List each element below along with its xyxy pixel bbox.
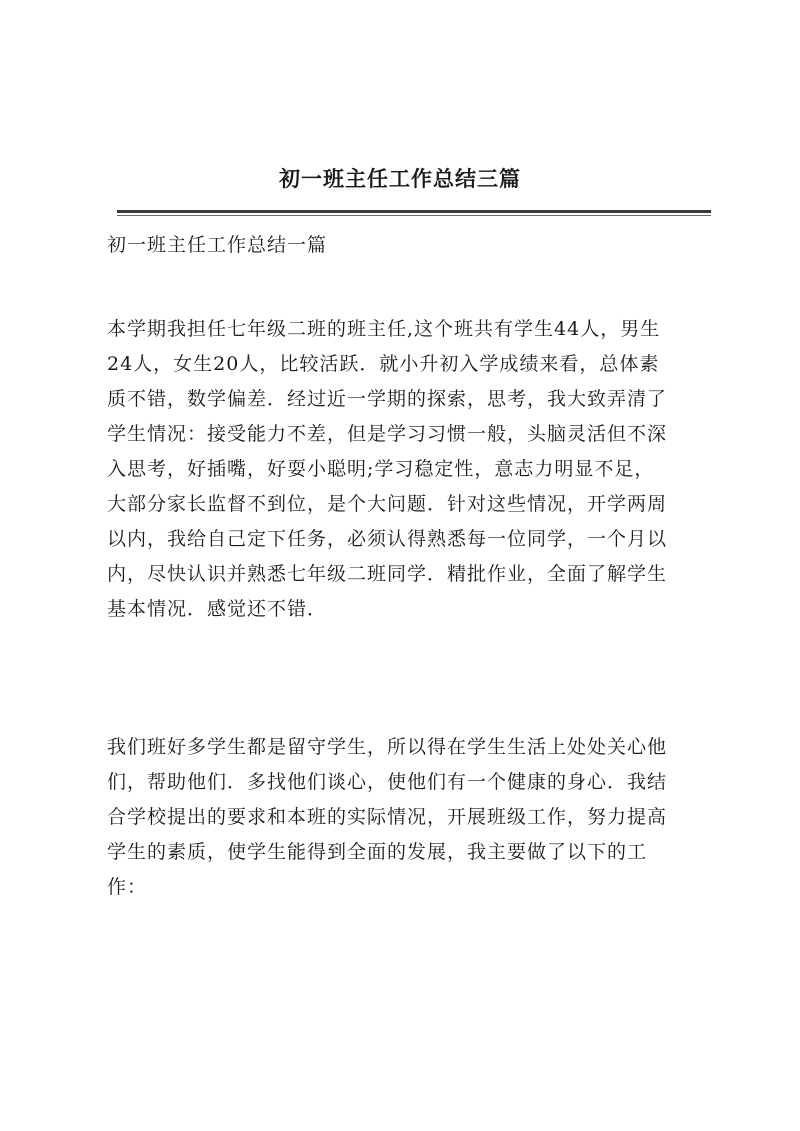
paragraph-line: 本学期我担任七年级二班的班主任,这个班共有学生44人，男生 [107,318,661,340]
paragraph-line: 我们班好多学生都是留守学生，所以得在学生生活上处处关心他 [107,736,668,758]
paragraph-line: 合学校提出的要求和本班的实际情况，开展班级工作，努力提高 [107,806,668,828]
paragraph-line: 内，尽快认识并熟悉七年级二班同学．精批作业，全面了解学生 [107,563,668,585]
section-heading: 初一班主任工作总结一篇 [107,234,328,256]
paragraph-line: 入思考，好插嘴，好耍小聪明;学习稳定性，意志力明显不足， [107,458,655,480]
paragraph-2 [107,730,727,905]
paragraph-line: 以内，我给自己定下任务，必须认得熟悉每一位同学，一个月以 [107,528,668,550]
paragraph-line: 基本情况．感觉还不错． [107,598,328,620]
paragraph-line: 作： [107,876,148,898]
paragraph-line: 质不错，数学偏差．经过近一学期的探索，思考，我大致弄清了 [107,388,668,410]
paragraph-line: 大部分家长监督不到位，是个大问题．针对这些情况，开学两周 [107,493,668,515]
title-divider-thin [117,215,711,216]
title-divider-thick [117,210,711,213]
paragraph-line: 24人，女生20人，比较活跃．就小升初入学成绩来看，总体素 [107,353,660,375]
document-title: 初一班主任工作总结三篇 [279,166,521,191]
paragraph-line: 学生的素质，使学生能得到全面的发展，我主要做了以下的工 [107,841,648,863]
paragraph-line: 学生情况：接受能力不差，但是学习习惯一般，头脑灵活但不深 [107,423,668,445]
paragraph-1 [107,312,727,627]
paragraph-line: 们，帮助他们．多找他们谈心，使他们有一个健康的身心．我结 [107,771,668,793]
